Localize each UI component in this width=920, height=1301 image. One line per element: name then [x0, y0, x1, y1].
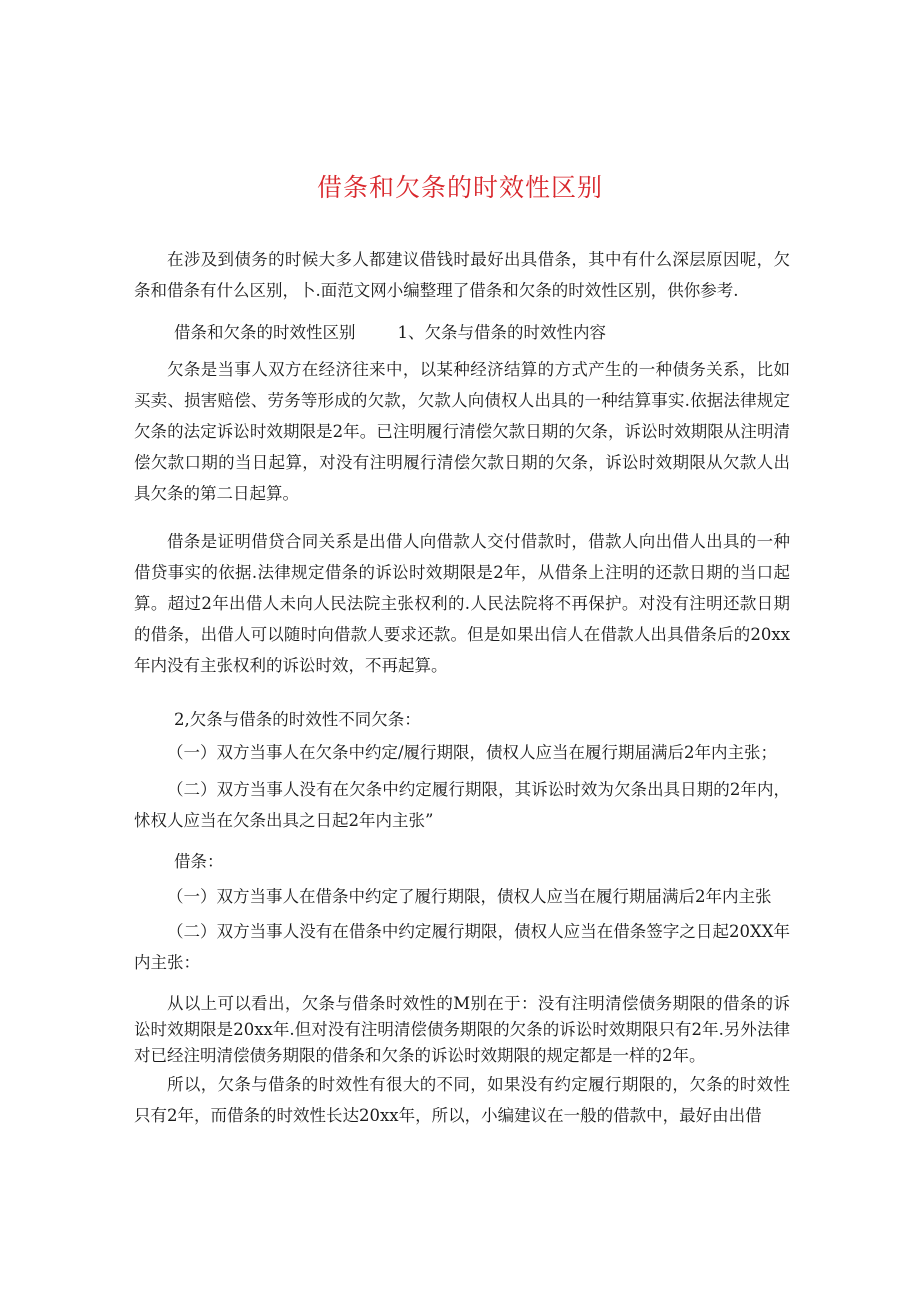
iou-definition-paragraph: 欠条是当事人双方在经济往来中，以某种经济结算的方式产生的一种债务关系，比如买卖、损害赔偿、劳务等形成的欠款，欠款人向债权人出具的一种结算事实.依据法律规定欠条的法定诉讼时效期限是2年。已注明履行清偿欠款日期的欠条，诉讼时效期限从注明清偿欠款口期的当日起算，对没有注明履行清偿欠款日期的欠条，诉讼时效期限从欠款人出具欠条的第二日起算。	[134, 360, 790, 503]
section-1-heading-left: 借条和欠条的时效性区别	[174, 323, 356, 342]
intro-paragraph: 在涉及到债务的时候大多人都建议借钱时最好出具借条，其中有什么深层原因呢，欠条和借条有什么区别，卜.面范文网小编整理了借条和欠条的时效性区别，供你参考.	[134, 250, 790, 300]
section-1-heading	[174, 319, 606, 343]
iou-item-1: （一）双方当事人在欠条中约定/履行期限，债权人应当在履行期届满后2年内主张；	[167, 743, 778, 762]
iou-item-2: （二）双方当事人没有在欠条中约定履行期限，其诉讼时效为欠条出具日期的2年内，怵权人应当在欠条出具之日起2年内主张”	[134, 780, 790, 830]
loan-label: 借条：	[174, 852, 224, 871]
conclusion-paragraph: 所以，欠条与借条的时效性有很大的不同，如果没有约定履行期限的，欠条的时效性只有2年，而借条的时效性长达20xx年，所以，小编建议在一般的借款中，最好由出借	[134, 1075, 790, 1125]
summary-paragraph: 从以上可以看出，欠条与借条时效性的M别在于：没有注明清偿债务期限的借条的诉讼时效期限是20xx年.但对没有注明清偿债务期限的欠条的诉讼时效期限只有2年.另外法律对已经注明清偿债务期限的借条和欠条的诉讼时效期限的规定都是一样的2年。	[134, 994, 790, 1065]
loan-definition-paragraph: 借条是证明借贷合同关系是出借人向借款人交付借款时，借款人向出借人出具的一种借贷事实的依据.法律规定借条的诉讼时效期限是2年，从借条上注明的还款日期的当口起算。超过2年出借人未向人民法院主张权利的.人民法院将不再保护。对没有注明还款日期的借条，出借人可以随时向借款人要求还款。但是如果出信人在借款人出具借条后的20xx年内没有主张权利的诉讼时效，不再起算。	[134, 532, 790, 675]
loan-item-1: （一）双方当事人在借条中约定了履行期限，债权人应当在履行期届满后2年内主张	[167, 887, 772, 906]
section-2-heading: 2,欠条与借条的时效性不同欠条：	[174, 710, 421, 729]
loan-item-2: （二）双方当事人没有在借条中约定履行期限，债权人应当在借条签字之日起20XX年内主张：	[134, 922, 790, 972]
document-title: 借条和欠条的时效性区别	[316, 173, 603, 202]
section-1-heading-right: 1、欠条与借条的时效性内容	[397, 323, 606, 342]
